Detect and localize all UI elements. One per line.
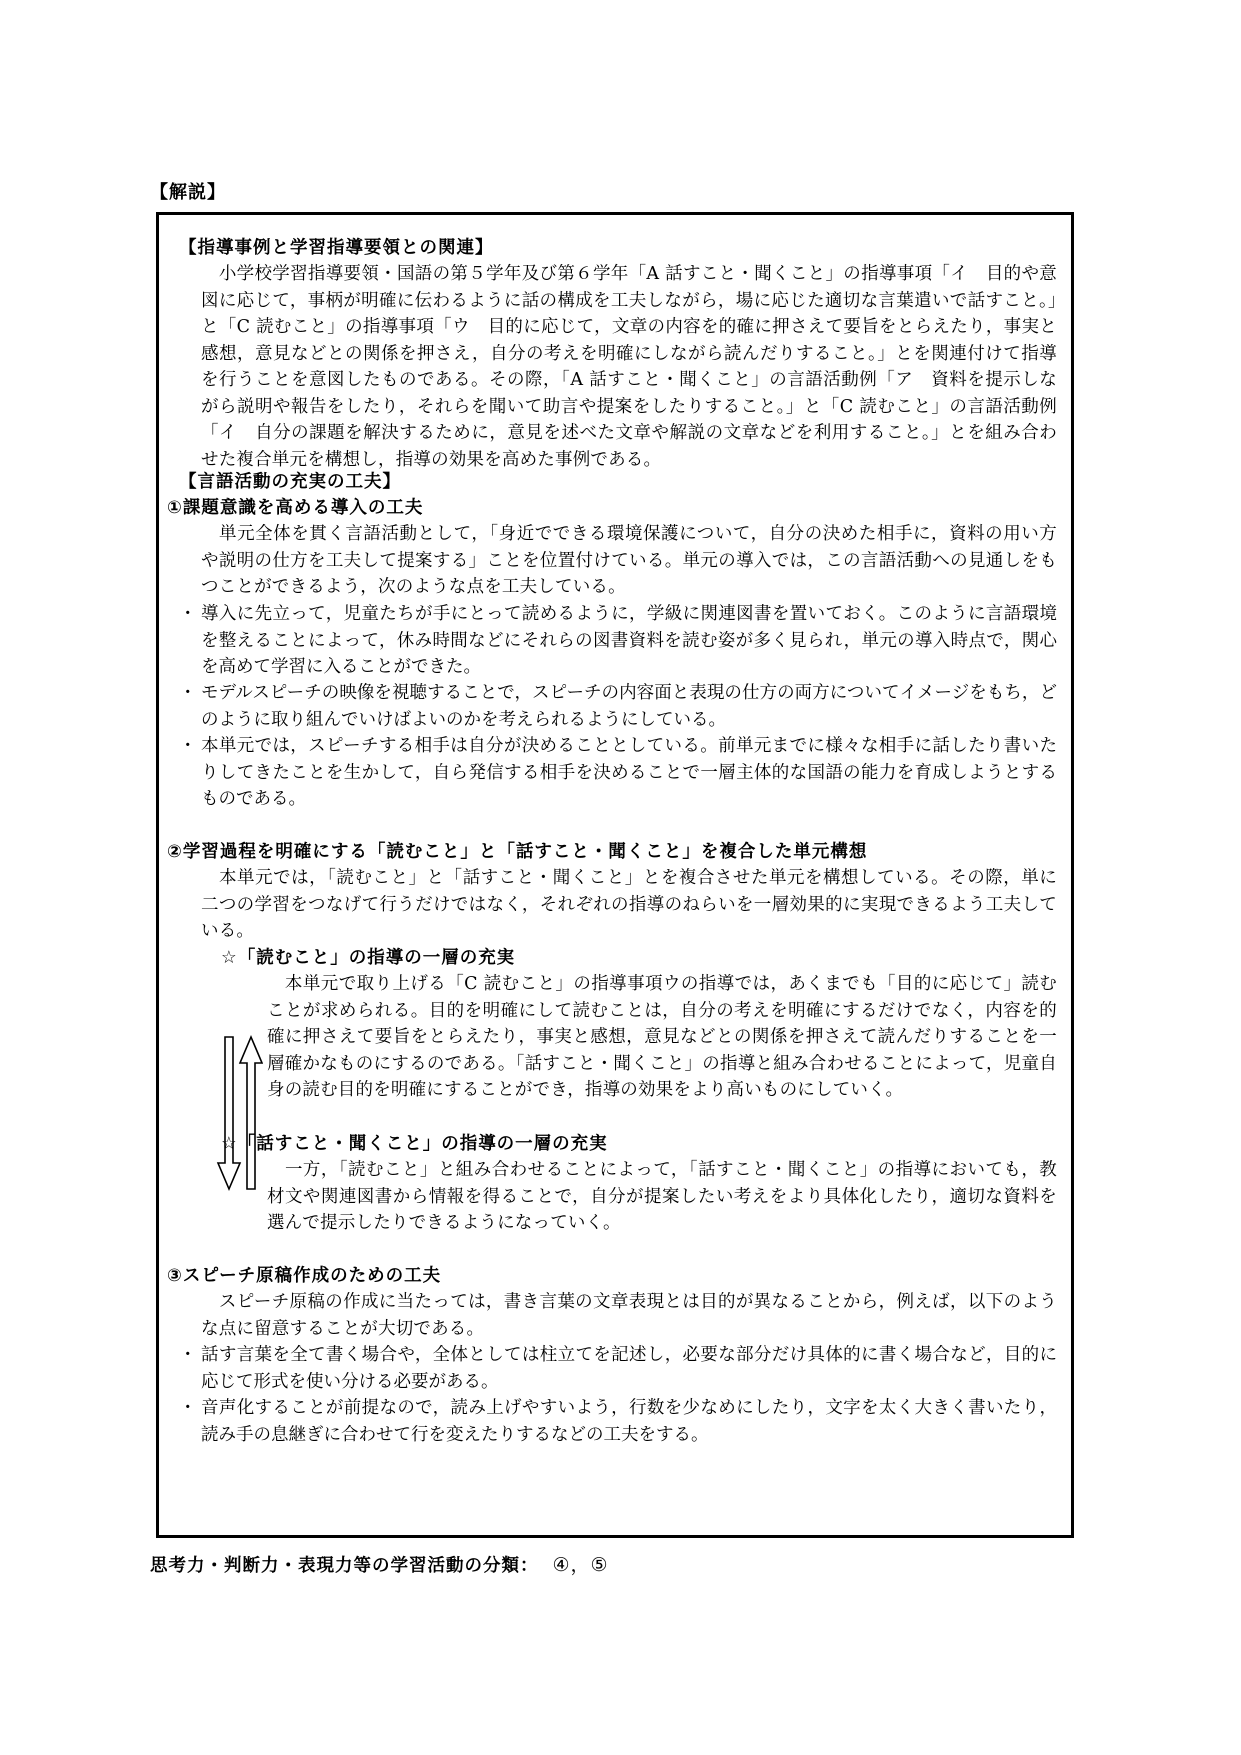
section-title-relation: 【指導事例と学習指導要領との関連】	[179, 238, 494, 258]
classification-label: 思考力・判断力・表現力等の学習活動の分類：	[150, 1556, 539, 1576]
bullet-mark: ・	[179, 1398, 197, 1418]
list-item	[179, 680, 1057, 733]
list-item	[179, 601, 1057, 681]
explanation-frame	[156, 212, 1074, 1538]
list-item	[179, 1342, 1057, 1395]
bullet-text: モデルスピーチの映像を視聴することで，スピーチの内容面と表現の仕方の両方についてイメージをもち，どのように取り組んでいけばよいのかを考えられるようにしている。	[201, 683, 1057, 730]
bullet-mark: ・	[179, 736, 197, 756]
star-title-speaking: ☆「話すこと・聞くこと」の指導の一層の充実	[221, 1134, 608, 1154]
section-title-language-activity: 【言語活動の充実の工夫】	[179, 472, 401, 492]
star-title-reading: ☆「読むこと」の指導の一層の充実	[221, 948, 516, 968]
bullet-text: 導入に先立って，児童たちが手にとって読めるように，学級に関連図書を置いておく。このように言語環境を整えることによって，休み時間などにそれらの図書資料を読む姿が多く見られ，単元の導入時点で，関心を高めて学習に入ることができた。	[201, 604, 1057, 677]
subsection-title-unit-design: ②学習過程を明確にする「読むこと」と「話すこと・聞くこと」を複合した単元構想	[167, 842, 868, 862]
subsection-title-intro: ①課題意識を高める導入の工夫	[167, 498, 424, 518]
classification-values: ④，⑤	[552, 1554, 609, 1576]
subsection-title-speech-draft: ③スピーチ原稿作成のための工夫	[167, 1266, 442, 1286]
bullet-text: 本単元では，スピーチする相手は自分が決めることとしている。前単元までに様々な相手に話したり書いたりしてきたことを生かして，自ら発信する相手を決めることで一層主体的な国語の能力を育成しようとするものである。	[201, 736, 1057, 809]
bullet-text: 話す言葉を全て書く場合や，全体としては柱立てを記述し，必要な部分だけ具体的に書く場合など，目的に応じて形式を使い分ける必要がある。	[201, 1345, 1057, 1392]
list-item	[179, 1395, 1057, 1448]
classification-footer	[150, 1550, 609, 1577]
bullet-text: 音声化することが前提なので，読み上げやすいよう，行数を少なめにしたり，文字を太く大きく書いたり，読み手の息継ぎに合わせて行を変えたりするなどの工夫をする。	[201, 1398, 1057, 1445]
bullet-mark: ・	[179, 683, 197, 703]
intro-body: 単元全体を貫く言語活動として，「身近でできる環境保護について，自分の決めた相手に，資料の用い方や説明の仕方を工夫して提案する」ことを位置付けている。単元の導入では，この言語活動への見通しをもつことができるよう，次のような点を工夫している。	[201, 524, 1057, 597]
unit-design-body: 本単元では，「読むこと」と「話すこと・聞くこと」とを複合させた単元を構想している。その際，単に二つの学習をつなげて行うだけではなく，それぞれの指導のねらいを一層効果的に実現できるよう工夫している。	[201, 868, 1057, 941]
bidirectional-arrows-icon	[215, 1033, 263, 1193]
relation-body: 小学校学習指導要領・国語の第５学年及び第６学年「A 話すこと・聞くこと」の指導事項「イ 目的や意図に応じて，事柄が明確に伝わるように話の構成を工夫しながら，場に応じた適切な言葉遣いで話すこと。」と「C 読むこと」の指導事項「ウ 目的に応じて，文章の内容を的確に押さえて要旨をとらえたり，事実と感想，意見などとの関係を押さえ，自分の考えを明確にしながら読んだりすること。」とを関連付けて指導を行うことを意図したものである。その際，「A 話すこと・聞くこと」の言語活動例「ア 資料を提示しながら説明や報告をしたり，それらを聞いて助言や提案をしたりすること。」と「C 読むこと」の言語活動例「イ 自分の課題を解決するために，意見を述べた文章や解説の文章などを利用すること。」とを組み合わせた複合単元を構想し，指導の効果を高めた事例である。	[201, 264, 1057, 470]
page-heading: 【解説】	[150, 182, 226, 203]
reading-enrichment-body: 本単元で取り上げる「C 読むこと」の指導事項ウの指導では，あくまでも「目的に応じて」読むことが求められる。目的を明確にして読むことは，自分の考えを明確にするだけでなく，内容を的確に押さえて要旨をとらえたり，事実と感想，意見などとの関係を押さえて読んだりすることを一層確かなものにするのである。「話すこと・聞くこと」の指導と組み合わせることによって，児童自身の読む目的を明確にすることができ，指導の効果をより高いものにしていく。	[267, 974, 1057, 1100]
bullet-mark: ・	[179, 604, 197, 624]
list-item	[179, 733, 1057, 813]
speech-draft-body: スピーチ原稿の作成に当たっては，書き言葉の文章表現とは目的が異なることから，例えば，以下のような点に留意することが大切である。	[201, 1292, 1057, 1339]
speaking-enrichment-body: 一方，「読むこと」と組み合わせることによって，「話すこと・聞くこと」の指導においても，教材文や関連図書から情報を得ることで，自分が提案したい考えをより具体化したり，適切な資料を選んで提示したりできるようになっていく。	[267, 1160, 1057, 1233]
bullet-mark: ・	[179, 1345, 197, 1365]
